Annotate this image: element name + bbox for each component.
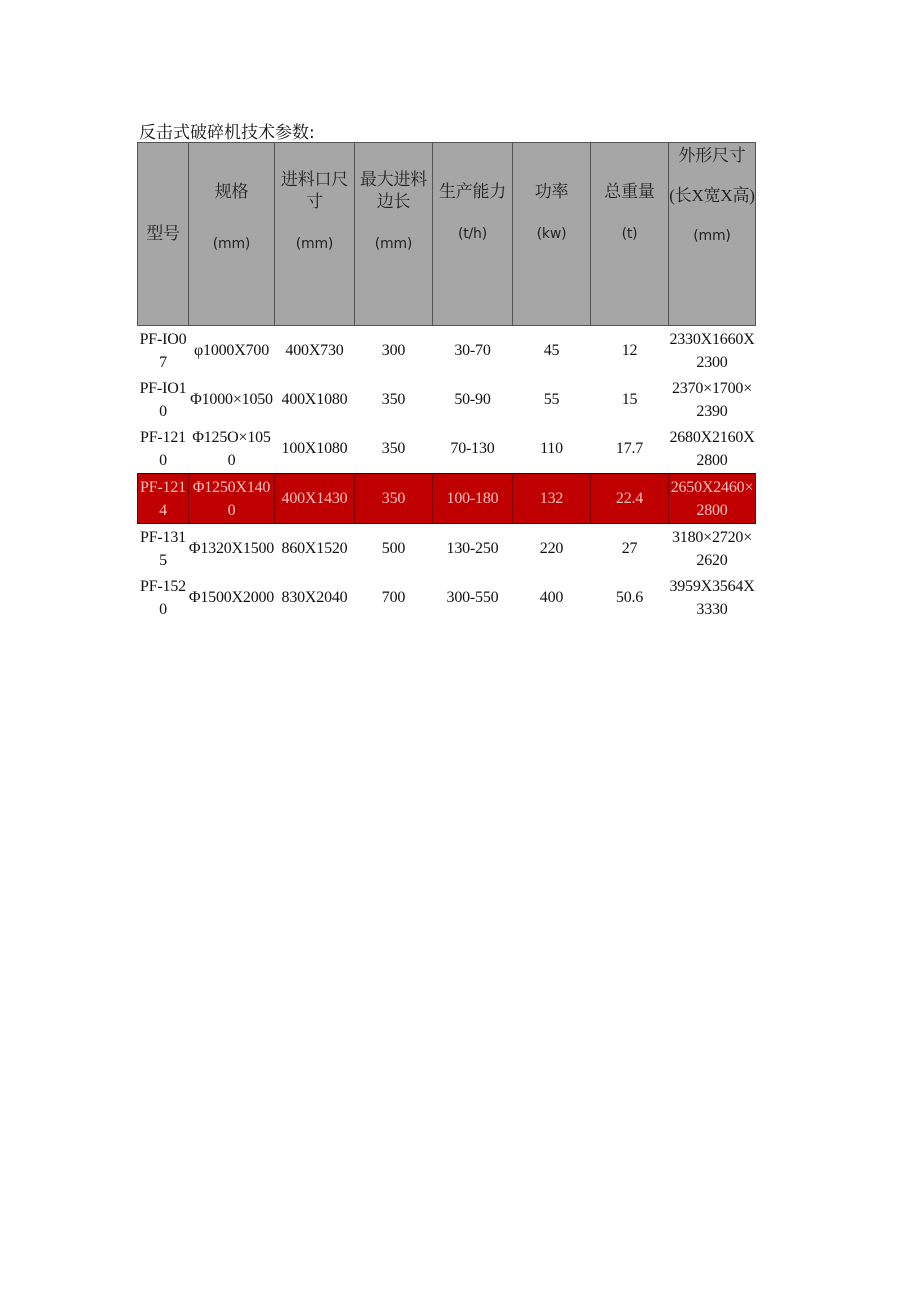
table-row <box>138 375 756 424</box>
cell-capacity: 50-90 <box>454 391 491 408</box>
cell-dimensions: 2680X2160X2800 <box>669 428 755 469</box>
cell-power: 45 <box>543 342 560 359</box>
cell-inlet: 100X1080 <box>281 440 348 457</box>
cell-dimensions: 2330X1660X2300 <box>669 330 755 371</box>
cell-spec: Φ1250X1400 <box>189 474 275 524</box>
cell-capacity: 70-130 <box>450 440 495 457</box>
cell-spec: Φ1500X2000 <box>188 589 275 606</box>
cell-model: PF-IO10 <box>139 379 187 420</box>
header-dimensions: 外形尺寸 (长X宽X高) (mm) <box>669 143 756 326</box>
page-title: 反击式破碎机技术参数: <box>139 123 315 143</box>
cell-dimensions: 3959X3564X3330 <box>669 577 755 618</box>
table-row <box>138 573 756 622</box>
cell-power: 110 <box>540 440 563 457</box>
cell-weight: 27 <box>621 540 638 557</box>
table-row <box>138 326 756 376</box>
header-inlet: 进料口尺寸 (mm) <box>275 143 355 326</box>
cell-power: 220 <box>539 540 564 557</box>
cell-weight: 12 <box>621 342 638 359</box>
cell-max-feed: 700 <box>381 589 406 606</box>
cell-inlet: 400X1080 <box>281 391 348 408</box>
cell-weight: 50.6 <box>615 589 644 606</box>
cell-capacity: 300-550 <box>446 589 499 606</box>
cell-inlet: 860X1520 <box>281 540 348 557</box>
cell-spec: φ1000X700 <box>194 342 269 359</box>
cell-dimensions: 3180×2720×2620 <box>671 528 753 569</box>
cell-inlet: 400X1430 <box>275 474 355 524</box>
cell-spec: Φ1000×1050 <box>190 391 273 408</box>
header-max-feed: 最大进料边长 (mm) <box>355 143 433 326</box>
cell-capacity: 30-70 <box>454 342 491 359</box>
cell-model: PF-1210 <box>140 428 186 469</box>
table-row <box>138 424 756 474</box>
cell-max-feed: 500 <box>381 540 406 557</box>
table-row <box>138 524 756 574</box>
cell-spec: Φ1320X1500 <box>188 540 275 557</box>
cell-dimensions: 2370×1700×2390 <box>671 379 753 420</box>
table-row <box>138 474 756 524</box>
cell-weight: 17.7 <box>615 440 644 457</box>
cell-power: 55 <box>543 391 560 408</box>
cell-max-feed: 350 <box>355 474 433 524</box>
cell-power: 400 <box>539 589 564 606</box>
cell-inlet: 830X2040 <box>281 589 348 606</box>
table-header-row <box>138 143 756 326</box>
cell-spec: Φ125O×1050 <box>192 428 271 469</box>
header-power: 功率 (kw) <box>513 143 591 326</box>
cell-max-feed: 350 <box>381 440 406 457</box>
cell-weight: 22.4 <box>591 474 669 524</box>
cell-inlet: 400X730 <box>285 342 344 359</box>
cell-model: PF-1520 <box>140 577 186 618</box>
cell-model: PF-1214 <box>138 474 189 524</box>
header-spec: 规格 (mm) <box>189 143 275 326</box>
cell-weight: 15 <box>621 391 638 408</box>
cell-capacity: 130-250 <box>446 540 499 557</box>
cell-model: PF-1315 <box>140 528 186 569</box>
cell-model: PF-IO07 <box>139 330 187 371</box>
header-model: 型号 <box>138 143 189 326</box>
spec-table <box>137 142 756 622</box>
cell-max-feed: 300 <box>381 342 406 359</box>
cell-max-feed: 350 <box>381 391 406 408</box>
header-weight: 总重量 (t) <box>591 143 669 326</box>
header-capacity: 生产能力 (t/h) <box>433 143 513 326</box>
cell-capacity: 100-180 <box>433 474 513 524</box>
cell-dimensions: 2650X2460×2800 <box>669 474 756 524</box>
cell-power: 132 <box>513 474 591 524</box>
